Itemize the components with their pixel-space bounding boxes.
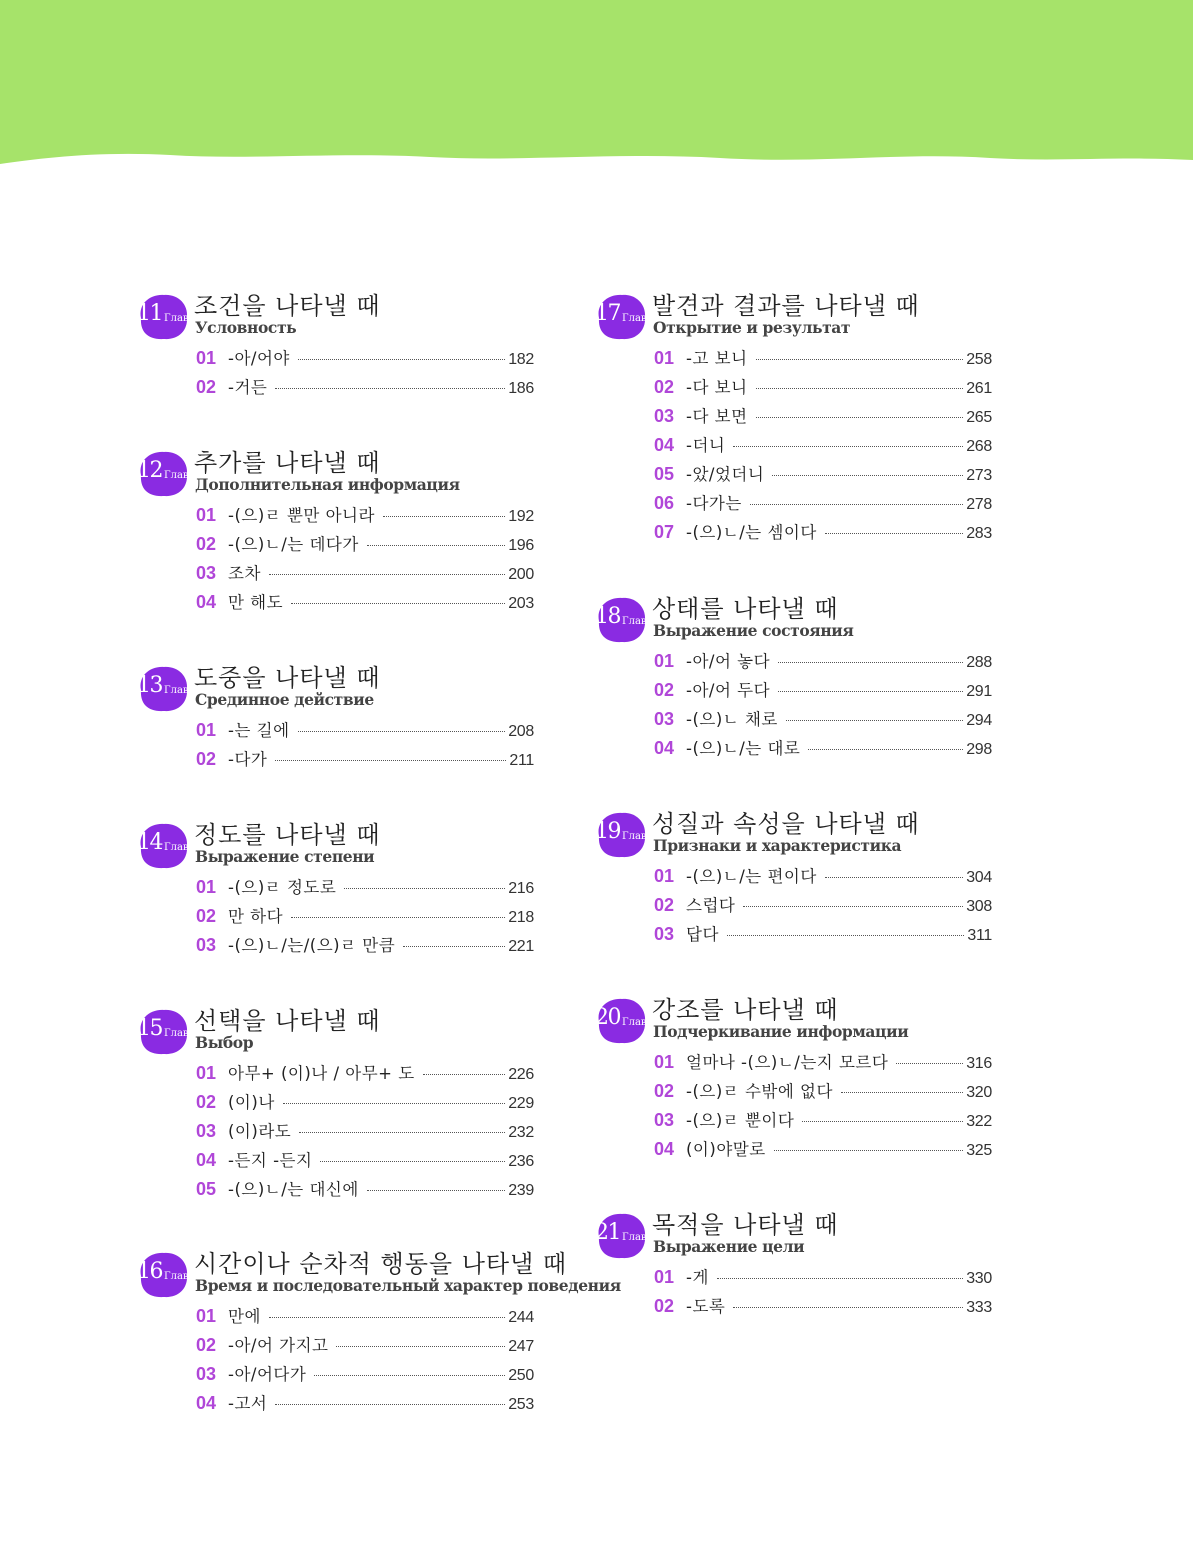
dot-leader <box>299 1132 505 1133</box>
entry-number: 01 <box>654 348 675 368</box>
entry-text: -고서 <box>228 1394 268 1413</box>
entry-page: 325 <box>966 1142 992 1159</box>
dot-leader <box>314 1375 505 1376</box>
entry-text: -다 보니 <box>686 378 748 397</box>
entry-page: 250 <box>508 1367 534 1384</box>
glava-label: Глава <box>164 842 195 853</box>
dot-leader <box>275 388 505 389</box>
toc-entry[interactable] <box>196 1147 534 1176</box>
entry-text: -아/어 가지고 <box>228 1336 329 1355</box>
toc-entry[interactable] <box>654 1078 992 1107</box>
toc-entry[interactable] <box>196 374 534 403</box>
entry-page: 182 <box>508 351 534 368</box>
entry-number: 01 <box>196 505 217 525</box>
entry-text: -(으)ㄴ/는/(으)ㄹ 만큼 <box>228 936 396 955</box>
toc-entry[interactable] <box>654 374 992 403</box>
toc-entry[interactable] <box>654 432 992 461</box>
entry-list <box>654 1264 992 1322</box>
entry-number: 07 <box>654 522 675 542</box>
chapter-title-ru: Открытие и результат <box>653 318 851 337</box>
glava-label: Глава <box>622 1232 653 1243</box>
entry-page: 239 <box>508 1182 534 1199</box>
toc-entry[interactable] <box>196 874 534 903</box>
entry-number: 04 <box>196 1150 217 1170</box>
dot-leader <box>756 388 964 389</box>
entry-number: 03 <box>654 406 675 426</box>
chapter-number: 18 <box>595 604 620 629</box>
toc-entry[interactable] <box>654 461 992 490</box>
toc-entry[interactable] <box>654 648 992 677</box>
chapter-badge <box>136 821 195 871</box>
entry-number: 02 <box>196 906 217 926</box>
entry-number: 02 <box>654 895 675 915</box>
toc-entry[interactable] <box>654 403 992 432</box>
entry-text: -(으)ㄴ/는 편이다 <box>686 867 817 886</box>
entry-number: 03 <box>196 1364 217 1384</box>
entry-text: -아/어 놓다 <box>686 652 771 671</box>
toc-entry[interactable] <box>654 1293 992 1322</box>
entry-text: -도록 <box>686 1297 726 1316</box>
entry-text: -든지 -든지 <box>228 1151 313 1170</box>
entry-page: 316 <box>966 1055 992 1072</box>
entry-number: 01 <box>654 866 675 886</box>
chapter-title-ru: Дополнительная информация <box>195 475 460 494</box>
entry-text: -아/어야 <box>228 349 290 368</box>
entry-text: -(으)ㄴ 채로 <box>686 710 778 729</box>
entry-page: 283 <box>966 525 992 542</box>
entry-text: -(으)ㄴ/는 대로 <box>686 739 801 758</box>
entry-number: 05 <box>196 1179 217 1199</box>
chapter-title-ko: 상태를 나타낼 때 <box>652 595 839 623</box>
glava-label: Глава <box>164 1271 195 1282</box>
entry-list <box>196 717 534 775</box>
entry-number: 04 <box>654 435 675 455</box>
entry-text: -아/어 두다 <box>686 681 771 700</box>
entry-page: 203 <box>508 595 534 612</box>
dot-leader <box>750 504 963 505</box>
entry-page: 261 <box>966 380 992 397</box>
entry-page: 308 <box>966 898 992 915</box>
toc-entry[interactable] <box>654 892 992 921</box>
toc-entry[interactable] <box>196 1332 534 1361</box>
entry-text: -아/어다가 <box>228 1365 307 1384</box>
dot-leader <box>269 574 505 575</box>
entry-list <box>196 345 534 403</box>
entry-text: -다가 <box>228 750 268 769</box>
entry-number: 03 <box>196 1121 217 1141</box>
toc-entry[interactable] <box>654 1049 992 1078</box>
entry-page: 232 <box>508 1124 534 1141</box>
chapter-badge <box>136 449 195 499</box>
dot-leader <box>298 731 506 732</box>
chapter-title-ru: Признаки и характеристика <box>653 836 902 855</box>
entry-number: 01 <box>654 1052 675 1072</box>
entry-page: 221 <box>508 938 534 955</box>
entry-page: 218 <box>508 909 534 926</box>
dot-leader <box>275 760 506 761</box>
entry-number: 01 <box>654 1267 675 1287</box>
toc-entry[interactable] <box>654 1264 992 1293</box>
entry-page: 322 <box>966 1113 992 1130</box>
entry-number: 04 <box>196 592 217 612</box>
dot-leader <box>825 533 963 534</box>
dot-leader <box>733 446 963 447</box>
toc-entry[interactable] <box>196 1118 534 1147</box>
toc-entry[interactable] <box>196 1303 534 1332</box>
entry-page: 192 <box>508 508 534 525</box>
chapter-title-ru: Выбор <box>195 1033 254 1052</box>
dot-leader <box>733 1307 963 1308</box>
chapter-number: 13 <box>137 673 162 698</box>
entry-number: 01 <box>196 877 217 897</box>
chapter-badge <box>594 996 653 1046</box>
entry-text: -거든 <box>228 378 268 397</box>
entry-text: -(으)ㄹ 뿐이다 <box>686 1111 795 1130</box>
entry-list <box>196 1060 534 1205</box>
entry-text: -(으)ㄴ/는 데다가 <box>228 535 359 554</box>
chapter-badge <box>136 664 195 714</box>
entry-number: 01 <box>196 720 217 740</box>
dot-leader <box>772 475 963 476</box>
dot-leader <box>275 1404 505 1405</box>
chapter-title-ru: Условность <box>195 318 297 337</box>
toc-entry[interactable] <box>654 490 992 519</box>
entry-list <box>196 1303 534 1419</box>
dot-leader <box>320 1161 505 1162</box>
entry-number: 03 <box>654 709 675 729</box>
entry-number: 04 <box>654 738 675 758</box>
entry-number: 03 <box>196 563 217 583</box>
entry-number: 02 <box>196 1092 217 1112</box>
entry-list <box>654 648 992 764</box>
toc-entry[interactable] <box>196 903 534 932</box>
entry-number: 05 <box>654 464 675 484</box>
entry-text: -(으)ㄴ/는 셈이다 <box>686 523 817 542</box>
entry-text: -(으)ㄴ/는 대신에 <box>228 1180 359 1199</box>
dot-leader <box>896 1063 963 1064</box>
dot-leader <box>778 662 963 663</box>
chapter-number: 17 <box>595 301 620 326</box>
entry-page: 278 <box>966 496 992 513</box>
entry-page: 304 <box>966 869 992 886</box>
chapter-title-ru: Выражение степени <box>195 847 375 866</box>
entry-page: 330 <box>966 1270 992 1287</box>
entry-page: 196 <box>508 537 534 554</box>
entry-text: -았/었더니 <box>686 465 765 484</box>
entry-number: 03 <box>196 935 217 955</box>
chapter-number: 21 <box>595 1220 620 1245</box>
chapter-title-ko: 성질과 속성을 나타낼 때 <box>652 810 920 838</box>
toc-entry[interactable] <box>196 1361 534 1390</box>
toc-entry[interactable] <box>196 1176 534 1205</box>
entry-page: 311 <box>967 927 992 944</box>
toc-entry[interactable] <box>654 863 992 892</box>
chapter-number: 12 <box>137 458 162 483</box>
entry-page: 244 <box>508 1309 534 1326</box>
glava-label: Глава <box>164 1028 195 1039</box>
toc-entry[interactable] <box>196 531 534 560</box>
chapter-title-ru: Выражение состояния <box>653 621 854 640</box>
toc-entry[interactable] <box>654 1136 992 1165</box>
entry-text: -게 <box>686 1268 709 1287</box>
entry-list <box>654 863 992 950</box>
dot-leader <box>291 603 505 604</box>
entry-page: 226 <box>508 1066 534 1083</box>
glava-label: Глава <box>164 313 195 324</box>
chapter-badge <box>136 1007 195 1057</box>
entry-page: 236 <box>508 1153 534 1170</box>
entry-text: 만에 <box>228 1307 261 1326</box>
glava-label: Глава <box>622 1017 653 1028</box>
entry-text: -다가는 <box>686 494 742 513</box>
toc-entry[interactable] <box>196 932 534 961</box>
entry-number: 01 <box>654 651 675 671</box>
entry-number: 04 <box>654 1139 675 1159</box>
toc-entry[interactable] <box>196 1089 534 1118</box>
chapter-number: 19 <box>595 819 620 844</box>
toc-entry[interactable] <box>196 1390 534 1419</box>
dot-leader <box>786 720 963 721</box>
dot-leader <box>743 906 963 907</box>
entry-number: 02 <box>654 680 675 700</box>
entry-page: 320 <box>966 1084 992 1101</box>
entry-text: -다 보면 <box>686 407 748 426</box>
entry-page: 247 <box>508 1338 534 1355</box>
entry-list <box>196 502 534 618</box>
chapter-number: 15 <box>137 1016 162 1041</box>
dot-leader <box>756 417 964 418</box>
chapter-badge <box>136 1250 195 1300</box>
entry-number: 01 <box>196 348 217 368</box>
entry-number: 02 <box>196 1335 217 1355</box>
dot-leader <box>367 1190 505 1191</box>
dot-leader <box>774 1150 964 1151</box>
entry-text: 스럽다 <box>686 896 736 915</box>
dot-leader <box>727 935 965 936</box>
entry-number: 06 <box>654 493 675 513</box>
chapter-title-ko: 정도를 나타낼 때 <box>194 821 381 849</box>
entry-text: 얼마나 -(으)ㄴ/는지 모르다 <box>686 1053 889 1072</box>
glava-label: Глава <box>164 470 195 481</box>
entry-number: 03 <box>654 924 675 944</box>
entry-number: 01 <box>196 1306 217 1326</box>
chapter-title-ko: 발견과 결과를 나타낼 때 <box>652 292 920 320</box>
chapter-badge <box>594 1211 653 1261</box>
chapter-title-ru: Срединное действие <box>195 690 374 709</box>
toc-entry[interactable] <box>196 746 534 775</box>
chapter-number: 14 <box>137 830 162 855</box>
chapter-title-ru: Время и последовательный характер поведения <box>195 1276 621 1295</box>
dot-leader <box>383 516 505 517</box>
dot-leader <box>717 1278 963 1279</box>
toc-entry[interactable] <box>654 345 992 374</box>
chapter-title-ko: 목적을 나타낼 때 <box>652 1211 839 1239</box>
chapter-number: 16 <box>137 1259 162 1284</box>
chapter-title-ko: 선택을 나타낼 때 <box>194 1007 381 1035</box>
entry-text: 아무+ (이)나 / 아무+ 도 <box>228 1064 415 1083</box>
entry-page: 268 <box>966 438 992 455</box>
chapter-title-ko: 추가를 나타낼 때 <box>194 449 381 477</box>
entry-list <box>654 345 992 548</box>
toc-entry[interactable] <box>654 1107 992 1136</box>
toc-entry[interactable] <box>196 560 534 589</box>
dot-leader <box>756 359 964 360</box>
dot-leader <box>269 1317 505 1318</box>
toc-entry[interactable] <box>196 1060 534 1089</box>
dot-leader <box>298 359 505 360</box>
toc-entry[interactable] <box>196 589 534 618</box>
entry-number: 03 <box>654 1110 675 1130</box>
entry-page: 200 <box>508 566 534 583</box>
entry-page: 333 <box>966 1299 992 1316</box>
entry-page: 265 <box>966 409 992 426</box>
entry-text: -고 보니 <box>686 349 748 368</box>
entry-list <box>654 1049 992 1165</box>
entry-page: 208 <box>508 723 534 740</box>
toc-entry[interactable] <box>196 345 534 374</box>
dot-leader <box>403 946 505 947</box>
toc-entry[interactable] <box>196 502 534 531</box>
toc-entry[interactable] <box>654 735 992 764</box>
toc-entry[interactable] <box>654 677 992 706</box>
dot-leader <box>336 1346 505 1347</box>
entry-list <box>196 874 534 961</box>
entry-text: -(으)ㄹ 뿐만 아니라 <box>228 506 375 525</box>
entry-number: 02 <box>196 749 217 769</box>
chapter-title-ko: 강조를 나타낼 때 <box>652 996 839 1024</box>
entry-text: -더니 <box>686 436 726 455</box>
entry-number: 02 <box>196 534 217 554</box>
entry-text: (이)야말로 <box>686 1140 766 1159</box>
entry-number: 02 <box>654 1081 675 1101</box>
entry-page: 229 <box>508 1095 534 1112</box>
entry-page: 298 <box>966 741 992 758</box>
entry-number: 02 <box>654 377 675 397</box>
entry-text: -(으)ㄹ 정도로 <box>228 878 337 897</box>
dot-leader <box>778 691 963 692</box>
chapter-badge <box>594 292 653 342</box>
chapter-number: 11 <box>137 301 162 326</box>
chapter-title-ko: 조건을 나타낼 때 <box>194 292 381 320</box>
entry-page: 186 <box>508 380 534 397</box>
dot-leader <box>283 1103 505 1104</box>
toc-entry[interactable] <box>654 519 992 548</box>
dot-leader <box>825 877 963 878</box>
chapter-badge <box>594 810 653 860</box>
entry-text: 만 해도 <box>228 593 284 612</box>
entry-text: (이)라도 <box>228 1122 292 1141</box>
entry-number: 04 <box>196 1393 217 1413</box>
chapter-title-ko: 시간이나 순차적 행동을 나타낼 때 <box>194 1250 568 1278</box>
entry-page: 211 <box>509 752 534 769</box>
entry-page: 216 <box>508 880 534 897</box>
toc-entry[interactable] <box>654 921 992 950</box>
entry-text: (이)나 <box>228 1093 275 1112</box>
entry-page: 273 <box>966 467 992 484</box>
entry-page: 291 <box>966 683 992 700</box>
dot-leader <box>344 888 505 889</box>
chapter-number: 20 <box>595 1005 620 1030</box>
glava-label: Глава <box>622 616 653 627</box>
entry-text: 조차 <box>228 564 261 583</box>
dot-leader <box>808 749 963 750</box>
chapter-badge <box>136 292 195 342</box>
glava-label: Глава <box>164 685 195 696</box>
entry-text: 답다 <box>686 925 719 944</box>
dot-leader <box>291 917 505 918</box>
entry-number: 01 <box>196 1063 217 1083</box>
toc-entry[interactable] <box>196 717 534 746</box>
entry-page: 294 <box>966 712 992 729</box>
dot-leader <box>367 545 505 546</box>
entry-text: -는 길에 <box>228 721 290 740</box>
chapter-title-ko: 도중을 나타낼 때 <box>194 664 381 692</box>
dot-leader <box>802 1121 963 1122</box>
dot-leader <box>423 1074 506 1075</box>
glava-label: Глава <box>622 831 653 842</box>
entry-page: 258 <box>966 351 992 368</box>
entry-text: 만 하다 <box>228 907 284 926</box>
dot-leader <box>841 1092 963 1093</box>
chapter-title-ru: Подчеркивание информации <box>653 1022 909 1041</box>
entry-number: 02 <box>196 377 217 397</box>
entry-page: 253 <box>508 1396 534 1413</box>
entry-page: 288 <box>966 654 992 671</box>
chapter-badge <box>594 595 653 645</box>
toc-entry[interactable] <box>654 706 992 735</box>
glava-label: Глава <box>622 313 653 324</box>
header-banner <box>0 0 1193 175</box>
chapter-title-ru: Выражение цели <box>653 1237 805 1256</box>
entry-text: -(으)ㄹ 수밖에 없다 <box>686 1082 833 1101</box>
entry-number: 02 <box>654 1296 675 1316</box>
